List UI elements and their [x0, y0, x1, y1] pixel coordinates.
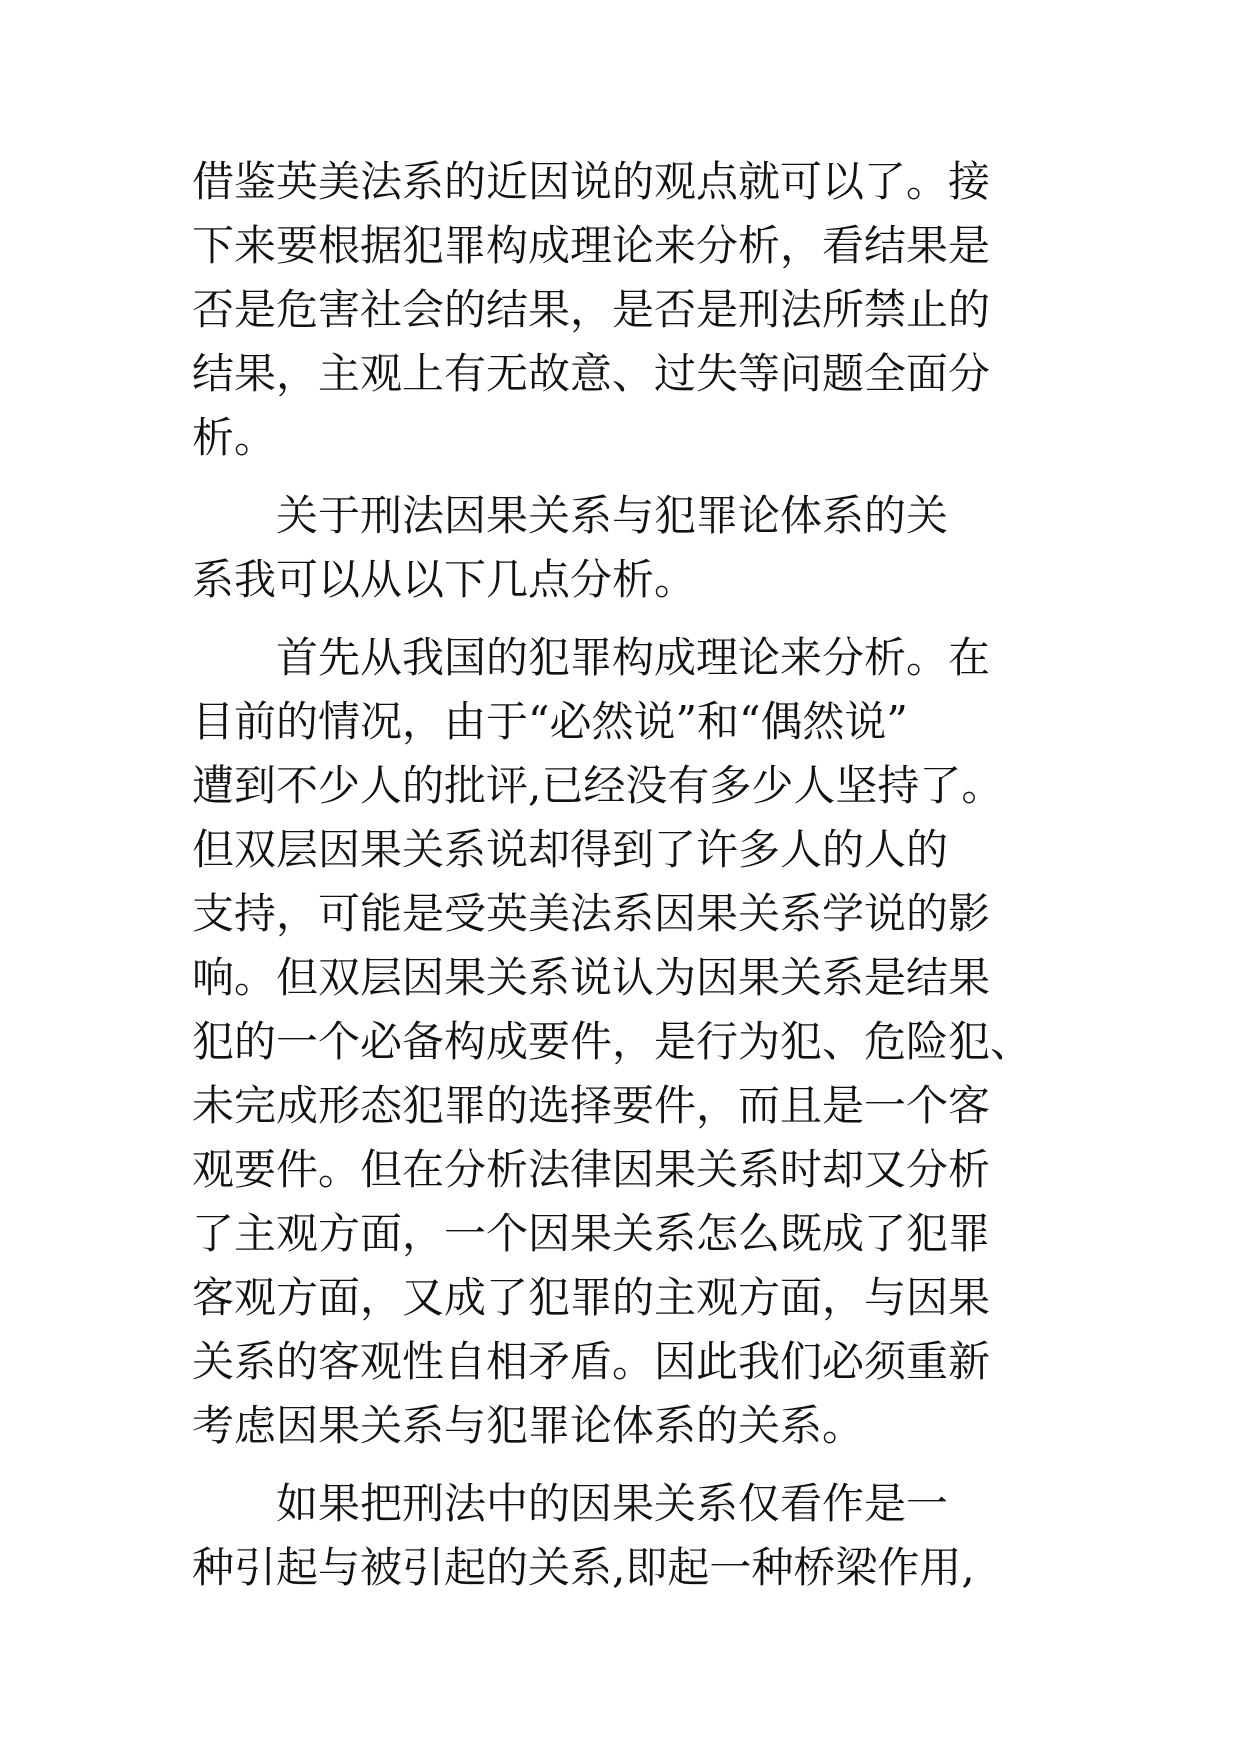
- text-line: 借鉴英美法系的近因说的观点就可以了。接: [192, 157, 991, 206]
- text-line: 响。但双层因果关系说认为因果关系是结果: [192, 953, 991, 1002]
- text-line: 目前的情况，由于“必然说”和“偶然说”: [192, 697, 908, 746]
- text-line: 下来要根据犯罪构成理论来分析，看结果是: [192, 221, 991, 270]
- text-line: 观要件。但在分析法律因果关系时却又分析: [192, 1145, 991, 1194]
- text-line: 未完成形态犯罪的选择要件，而且是一个客: [192, 1081, 991, 1130]
- text-line: 如果把刑法中的因果关系仅看作是一: [192, 1479, 949, 1528]
- text-line: 否是危害社会的结果，是否是刑法所禁止的: [192, 285, 991, 334]
- document-body: [192, 150, 1092, 1600]
- paragraph-gap: [192, 612, 1092, 626]
- text-line: 考虑因果关系与犯罪论体系的关系。: [192, 1401, 865, 1450]
- text-line: 析。: [192, 413, 277, 462]
- text-line: 系我可以从以下几点分析。: [192, 555, 697, 604]
- text-line: 犯的一个必备构成要件，是行为犯、危险犯、: [192, 1017, 1033, 1066]
- text-line: 但双层因果关系说却得到了许多人的人的: [192, 825, 949, 874]
- text-line: 支持，可能是受英美法系因果关系学说的影: [192, 889, 991, 938]
- text-line: 关于刑法因果关系与犯罪论体系的关: [192, 491, 949, 540]
- text-line: 关系的客观性自相矛盾。因此我们必须重新: [192, 1337, 991, 1386]
- paragraph-gap: [192, 470, 1092, 484]
- text-line: 了主观方面，一个因果关系怎么既成了犯罪: [192, 1209, 991, 1258]
- paragraph-gap: [192, 1458, 1092, 1472]
- text-line: 结果，主观上有无故意、过失等问题全面分: [192, 349, 991, 398]
- text-line: 客观方面，又成了犯罪的主观方面，与因果: [192, 1273, 991, 1322]
- text-line: 遭到不少人的批评,已经没有多少人坚持了。: [192, 761, 1004, 810]
- text-line: 种引起与被引起的关系,即起一种桥梁作用,: [192, 1543, 975, 1592]
- text-line: 首先从我国的犯罪构成理论来分析。在: [192, 633, 991, 682]
